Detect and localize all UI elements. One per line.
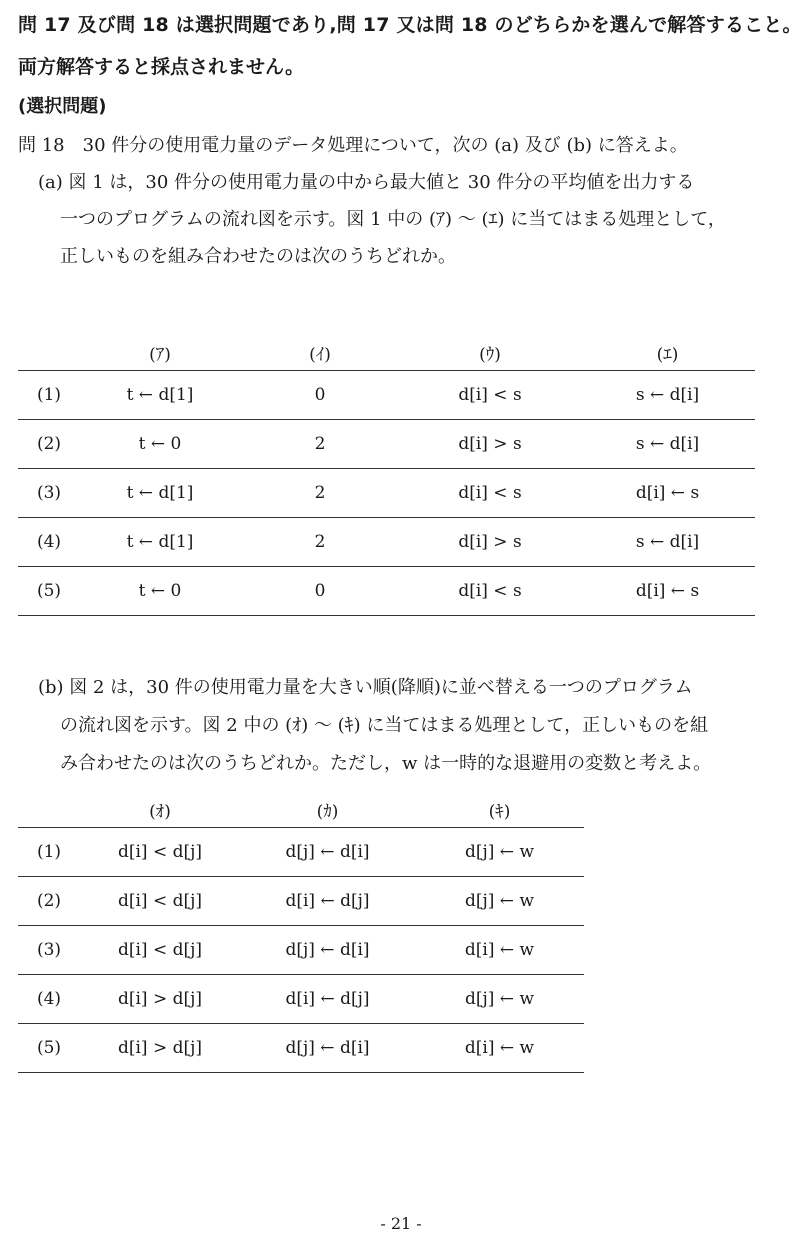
table-cell: d[i] > d[j] <box>80 1023 240 1072</box>
choice-number: (4) <box>18 974 80 1023</box>
table-cell: d[j] ← w <box>415 827 584 876</box>
choice-number: (5) <box>18 566 80 615</box>
table-row <box>18 419 755 468</box>
table-cell: d[j] ← d[i] <box>240 827 415 876</box>
choice-number: (5) <box>18 1023 80 1072</box>
selection-notice-line-1: 問 17 及び問 18 は選択問題であり,問 17 又は問 18 のどちらかを選んで解答すること。 <box>18 14 802 36</box>
table-cell: d[i] ← w <box>415 925 584 974</box>
table-cell: 0 <box>240 566 400 615</box>
page-number: - 21 - <box>380 1214 422 1233</box>
table-cell: t ← d[1] <box>80 370 240 419</box>
table-header-row <box>18 336 755 370</box>
table-cell: 2 <box>240 517 400 566</box>
table-cell: d[j] ← d[i] <box>240 925 415 974</box>
header-cell: (ｷ) <box>415 793 584 827</box>
table-cell: t ← d[1] <box>80 517 240 566</box>
part-b-text-line-3: み合わせたのは次のうちどれか。ただし，w は一時的な退避用の変数と考えよ。 <box>60 753 712 774</box>
table-row <box>18 566 755 615</box>
table-cell: t ← d[1] <box>80 468 240 517</box>
table-cell: d[i] < s <box>400 370 580 419</box>
part-a-text-line-3: 正しいものを組み合わせたのは次のうちどれか。 <box>60 246 456 267</box>
table-cell: d[i] ← d[j] <box>240 974 415 1023</box>
table-row <box>18 468 755 517</box>
table-cell: d[i] > s <box>400 517 580 566</box>
table-cell: s ← d[i] <box>580 370 755 419</box>
table-cell: d[i] < s <box>400 468 580 517</box>
table-cell: d[i] ← w <box>415 1023 584 1072</box>
choice-number: (2) <box>18 419 80 468</box>
section-label: (選択問題) <box>18 96 107 117</box>
table-cell: d[i] < s <box>400 566 580 615</box>
choice-number: (3) <box>18 925 80 974</box>
choice-number: (3) <box>18 468 80 517</box>
table-cell: d[i] < d[j] <box>80 827 240 876</box>
table-cell: d[i] ← d[j] <box>240 876 415 925</box>
header-cell: (ｴ) <box>580 336 755 370</box>
part-b-answer-table <box>18 793 584 1073</box>
table-cell: d[j] ← w <box>415 876 584 925</box>
table-cell: d[i] > d[j] <box>80 974 240 1023</box>
table-cell: t ← 0 <box>80 419 240 468</box>
table-row <box>18 370 755 419</box>
table-cell: d[i] > s <box>400 419 580 468</box>
table-cell: d[i] ← s <box>580 566 755 615</box>
part-b-text-line-2: の流れ図を示す。図 2 中の (ｵ) ～ (ｷ) に当てはまる処理として，正しいものを組 <box>60 715 709 736</box>
part-a-answer-table <box>18 336 755 616</box>
choice-number: (1) <box>18 827 80 876</box>
table-row <box>18 974 584 1023</box>
table-cell: d[i] < d[j] <box>80 925 240 974</box>
table-row <box>18 876 584 925</box>
table-cell: 2 <box>240 419 400 468</box>
header-cell: (ｶ) <box>240 793 415 827</box>
choice-number: (4) <box>18 517 80 566</box>
selection-notice-line-2: 両方解答すると採点されません。 <box>18 56 305 78</box>
part-a-text-line-1: (a) 図 1 は，30 件分の使用電力量の中から最大値と 30 件分の平均値を出力する <box>38 172 695 193</box>
header-cell <box>18 793 80 827</box>
part-b-text-line-1: (b) 図 2 は，30 件の使用電力量を大きい順(降順)に並べ替える一つのプログラム <box>38 677 693 698</box>
header-cell <box>18 336 80 370</box>
choice-number: (1) <box>18 370 80 419</box>
table-cell: d[i] < d[j] <box>80 876 240 925</box>
table-row <box>18 827 584 876</box>
table-cell: 2 <box>240 468 400 517</box>
table-header-row <box>18 793 584 827</box>
table-row <box>18 517 755 566</box>
choice-number: (2) <box>18 876 80 925</box>
question-heading: 問 18 30 件分の使用電力量のデータ処理について，次の (a) 及び (b) に答えよ。 <box>18 135 688 156</box>
table-cell: t ← 0 <box>80 566 240 615</box>
header-cell: (ｳ) <box>400 336 580 370</box>
table-cell: d[j] ← d[i] <box>240 1023 415 1072</box>
header-cell: (ｲ) <box>240 336 400 370</box>
table-cell: s ← d[i] <box>580 517 755 566</box>
table-cell: d[i] ← s <box>580 468 755 517</box>
part-a-text-line-2: 一つのプログラムの流れ図を示す。図 1 中の (ｱ) ～ (ｴ) に当てはまる処理として， <box>60 209 726 230</box>
table-row <box>18 1023 584 1072</box>
table-cell: s ← d[i] <box>580 419 755 468</box>
table-cell: 0 <box>240 370 400 419</box>
header-cell: (ｱ) <box>80 336 240 370</box>
table-cell: d[j] ← w <box>415 974 584 1023</box>
header-cell: (ｵ) <box>80 793 240 827</box>
table-row <box>18 925 584 974</box>
